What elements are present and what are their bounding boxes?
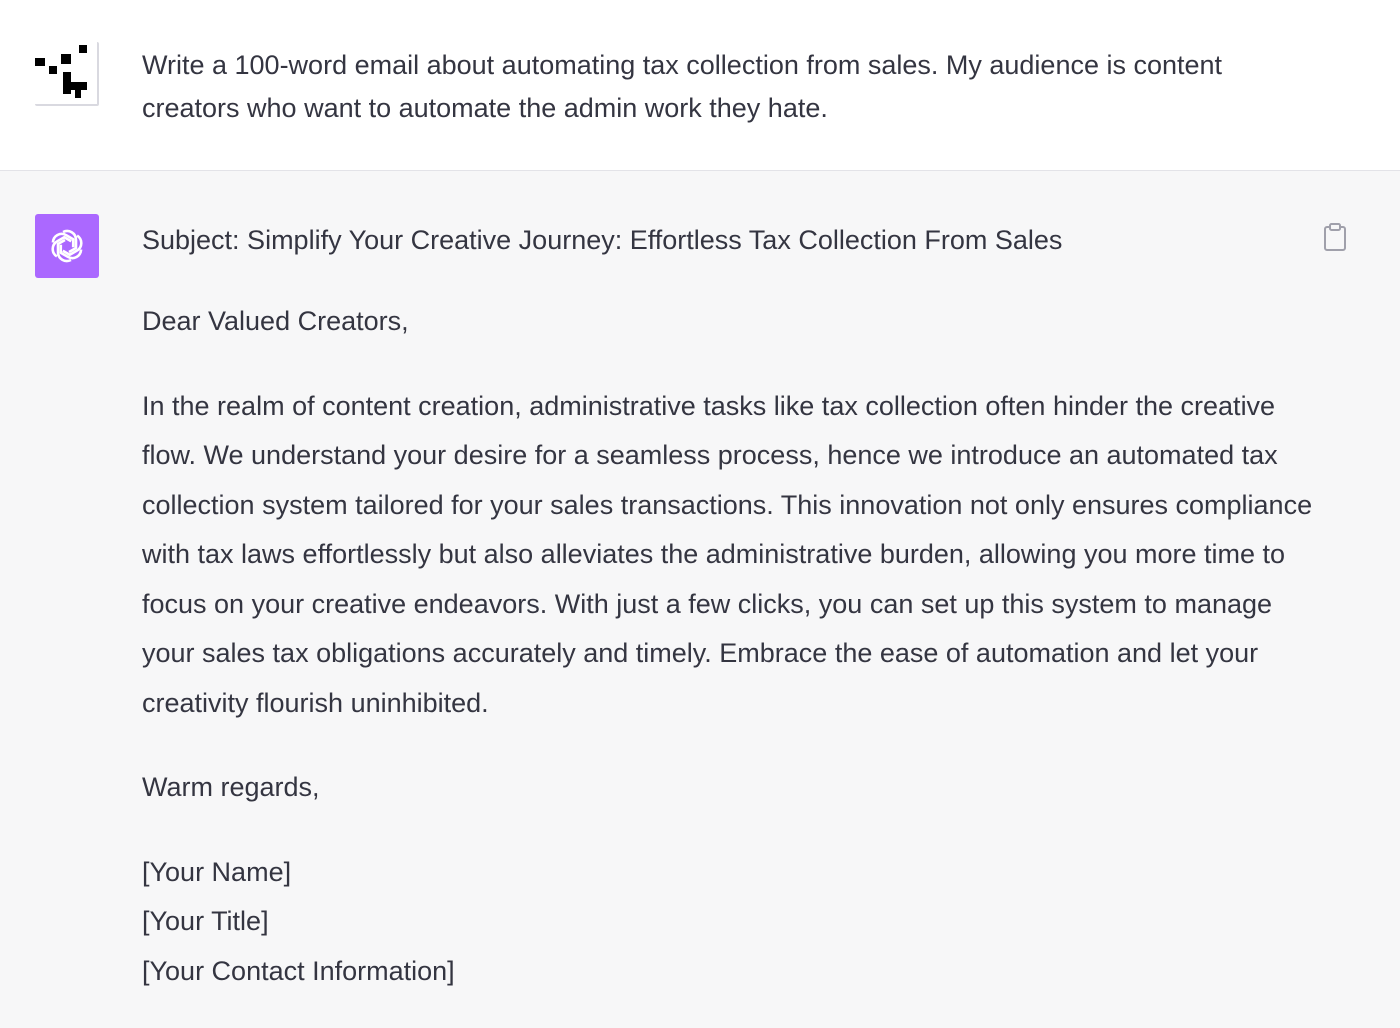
copy-button[interactable] xyxy=(1320,220,1350,254)
email-closing: Warm regards, xyxy=(142,772,320,802)
signature-name: [Your Name] xyxy=(142,856,292,887)
email-body: In the realm of content creation, administrative tasks like tax collection often hinder the creative flow. We understand your desire for a seamless process, hence we introduce an automated tax collection system tailored for your sales transactions. This innovation not only ensures compliance with tax laws effortlessly but also alleviates the administrative burden, allowing you more time to focus on your creative endeavors. With just a few clicks, you can set up this system to manage your sales tax obligations accurately and timely. Embrace the ease of automation and let your creativity flourish uninhibited. xyxy=(142,390,1313,718)
user-message-row xyxy=(0,0,1400,171)
signature-title: [Your Title] xyxy=(142,906,269,936)
email-greeting: Dear Valued Creators, xyxy=(142,306,409,336)
clipboard-icon xyxy=(1323,222,1347,252)
user-avatar xyxy=(35,42,99,106)
assistant-message-row xyxy=(0,172,1400,1028)
signature-contact: [Your Contact Information] xyxy=(142,955,455,986)
assistant-message-text xyxy=(142,218,1322,996)
user-message-text: Write a 100-word email about automating tax collection from sales. My audience is content creators who want to automate the admin work they hate. xyxy=(142,50,1223,123)
openai-logo-icon xyxy=(35,214,99,278)
email-subject: Subject: Simplify Your Creative Journey: Effortless Tax Collection From Sales xyxy=(142,225,1063,255)
